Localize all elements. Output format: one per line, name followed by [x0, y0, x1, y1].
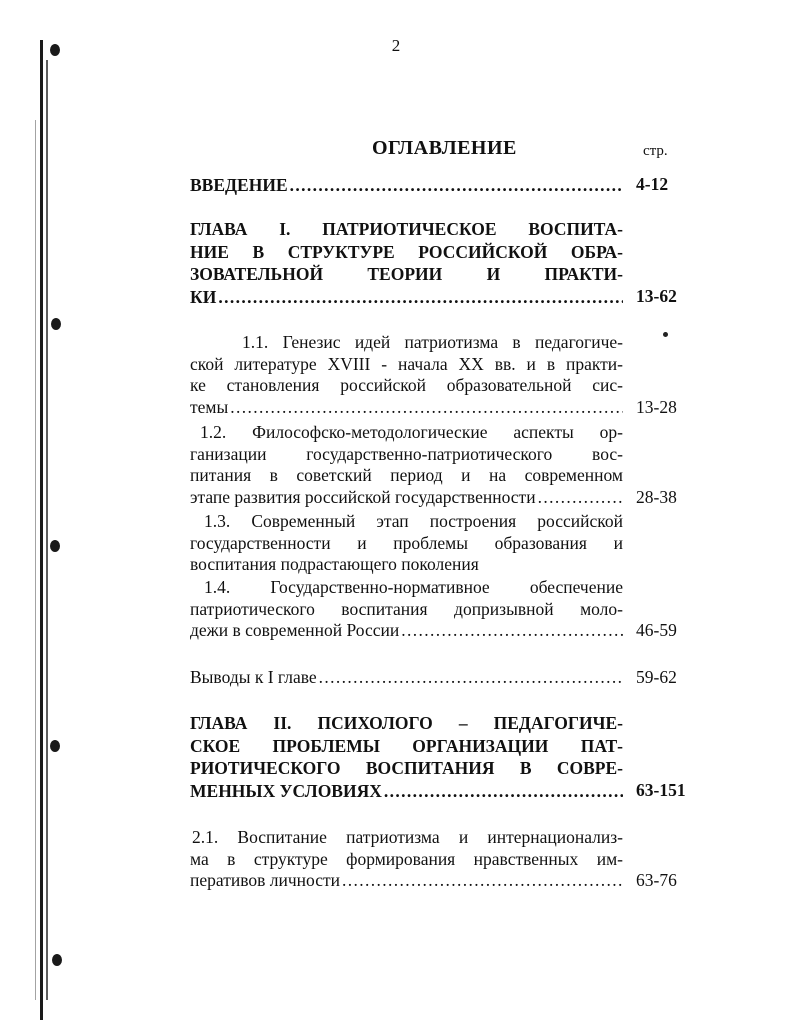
toc-entry-line: государственности и проблемы образования и — [190, 532, 623, 553]
toc-entry-line: СКОЕ ПРОБЛЕМЫ ОРГАНИЗАЦИИ ПАТ- — [190, 735, 623, 756]
punch-hole-mark — [52, 954, 62, 966]
toc-entry-pages: 13-62 — [636, 286, 677, 306]
toc-entry-line: 1.2. Философско-методологические аспекты ор- — [200, 422, 623, 442]
toc-entry-line: ской литературе XVIII - начала XX вв. и в практи- — [190, 353, 623, 374]
toc-entry-line: ке становления российской образовательной сис- — [190, 375, 623, 395]
toc-entry-line: ВВЕДЕНИЕ . . . — [190, 174, 623, 197]
toc-entry-line: ма в структуре формирования нравственных им- — [190, 848, 623, 869]
page-number: 2 — [391, 36, 401, 55]
toc-entry-line: ГЛАВА II. ПСИХОЛОГО – ПЕДАГОГИЧЕ- — [190, 713, 623, 733]
toc-entry-line: темы . . . — [190, 397, 623, 419]
binding-edge — [0, 0, 72, 1024]
toc-title: ОГЛАВЛЕНИЕ — [372, 137, 517, 159]
toc-entry-line: патриотического воспитания допризывной моло- — [190, 598, 623, 619]
toc-entry-section-1-1[interactable] — [190, 332, 623, 418]
toc-entry-line: дежи в современной России . . . — [190, 620, 623, 642]
page-column-label: стр. — [643, 143, 668, 159]
toc-entry-section-1-4[interactable] — [190, 577, 623, 642]
toc-entry-pages: 63-76 — [636, 870, 677, 890]
toc-entry-pages: 63-151 — [636, 780, 686, 800]
toc-entry-pages: 28-38 — [636, 487, 677, 507]
toc-entry-pages: 4-12 — [636, 174, 669, 194]
toc-entry-pages: 13-28 — [636, 397, 677, 417]
toc-entry-line: ЗОВАТЕЛЬНОЙ ТЕОРИИ И ПРАКТИ- — [190, 264, 623, 284]
toc-entry-line: КИ . . . — [190, 286, 623, 309]
toc-entry-introduction[interactable] — [190, 174, 623, 197]
toc-entry-line: этапе развития российской государственности . . . — [190, 487, 623, 509]
toc-entry-line: перативов личности . . . — [190, 870, 623, 892]
toc-entry-conclusions-1[interactable] — [190, 667, 623, 689]
toc-entry-line: ГЛАВА I. ПАТРИОТИЧЕСКОЕ ВОСПИТА- — [190, 219, 623, 239]
toc-entry-line: НИЕ В СТРУКТУРЕ РОССИЙСКОЙ ОБРА- — [190, 241, 623, 262]
punch-hole-mark — [51, 318, 61, 330]
toc-entry-pages: 46-59 — [636, 620, 677, 640]
toc-entry-line: воспитания подрастающего поколения — [190, 554, 479, 574]
toc-entry-line: питания в советский период и на современном — [190, 465, 623, 485]
toc-entry-chapter-2[interactable] — [190, 712, 623, 802]
punch-hole-mark — [50, 740, 60, 752]
toc-entry-section-1-2[interactable] — [190, 422, 623, 508]
toc-entry-section-1-3[interactable] — [190, 511, 623, 576]
toc-entry-line: 1.3. Современный этап построения российской — [204, 511, 623, 531]
scan-speck — [663, 332, 668, 337]
punch-hole-mark — [50, 540, 60, 552]
toc-entry-line: 2.1. Воспитание патриотизма и интернационализ- — [192, 827, 623, 847]
toc-entry-line: 1.4. Государственно-нормативное обеспечение — [204, 577, 623, 597]
toc-entry-chapter-1[interactable] — [190, 218, 623, 308]
toc-entry-line: Выводы к I главе . . . — [190, 667, 623, 689]
toc-entry-pages: 59-62 — [636, 667, 677, 687]
toc-entry-line: ганизации государственно-патриотического вос- — [190, 443, 623, 464]
toc-entry-line: РИОТИЧЕСКОГО ВОСПИТАНИЯ В СОВРЕ- — [190, 758, 623, 778]
toc-entry-line: 1.1. Генезис идей патриотизма в педагогиче- — [242, 332, 623, 352]
toc-entry-line: МЕННЫХ УСЛОВИЯХ . . . — [190, 780, 623, 803]
toc-entry-section-2-1[interactable] — [190, 827, 623, 892]
